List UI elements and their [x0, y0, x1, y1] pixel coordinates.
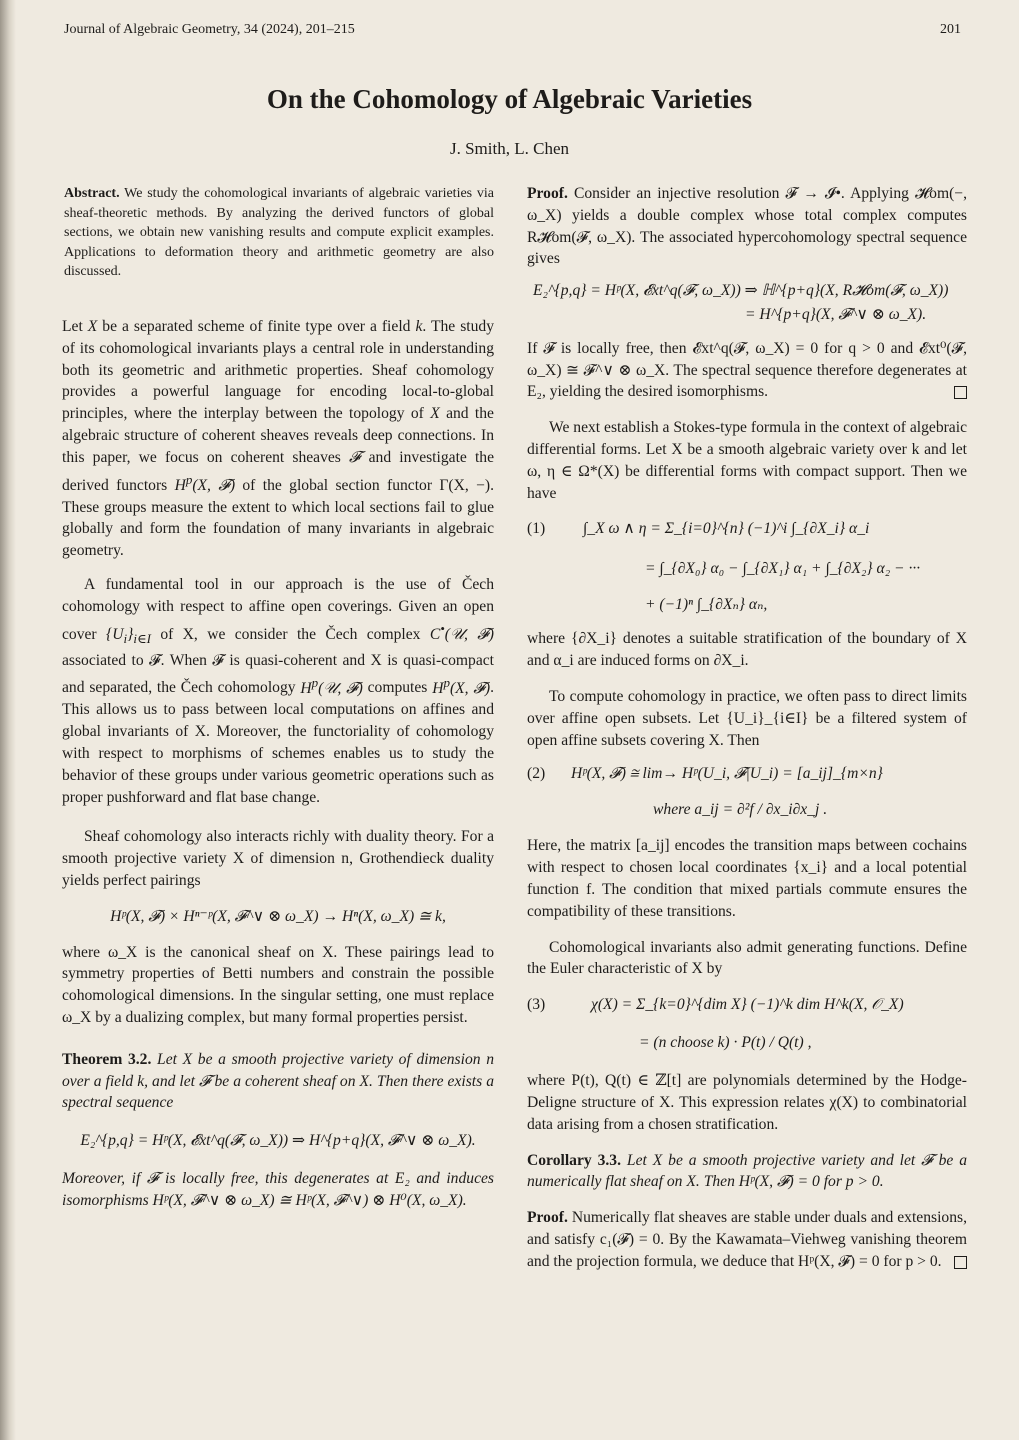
- abstract: [64, 184, 494, 282]
- intro-paragraph: Let X be a separated scheme of finite type over a field k. The study of its cohomological invariants plays a central role in understanding both its geometric and arithmetic properties. Sheaf cohomology provides a powerful language for encoding local-to-global principles, where the interplay between the topology of X and the algebraic structure of coherent sheaves reveals deep connections. In this paper, we focus on coherent sheaves 𝓕 and investigate the derived functors $H^p(X$, 𝓕) of the global section functor Γ(X, −). These groups measure the extent to which local sections fail to glue globally and form the foundation of many invariants in algebraic geometry.: [62, 318, 495, 560]
- running-header-page-number: 201: [940, 22, 961, 37]
- equation-1-number: (1): [527, 520, 546, 538]
- proof-2-text: Numerically flat sheaves are stable under duals and extensions, and satisfy c₁(𝓕) = 0. By the Kawamata–Viehweg vanishing theorem and the projection formula, we deduce that Hᵖ(X, 𝓕) = 0 for p > 0.: [527, 1209, 967, 1270]
- left-column: [62, 316, 494, 1212]
- abstract-label: Abstract.: [64, 186, 120, 201]
- proof-2-label: Proof.: [527, 1209, 568, 1227]
- page-binding-shadow: [0, 0, 16, 1440]
- theorem-3-2: [62, 1049, 494, 1114]
- equation-3-line-1: χ(X) = Σ_{k=0}^{dim X} (−1)^k dim H^k(X, 𝒪_X): [591, 996, 904, 1014]
- cech-paragraph: A fundamental tool in our approach is the use of Čech cohomology with respect to affine open coverings. Given an open cover $\{U_i\}_{i\in I}$ of X, we consider the Čech complex C•(𝒰, 𝓕) associated to 𝓕. When 𝓕 is quasi-coherent and X is quasi-compact and separated, the Čech cohomology $H^p(𝒰$, 𝓕) computes $H^p(X$, 𝓕). This allows us to pass between local computations on affines and global invariants of X. Moreover, the functoriality of cohomology with respect to morphisms of schemes enables us to study the behavior of these groups under various geometric operations such as proper pushforward and flat base change.: [62, 575, 494, 806]
- equation-3-number: (3): [527, 996, 546, 1014]
- proof-3-3: [527, 1207, 967, 1272]
- proof-label: Proof.: [527, 185, 568, 202]
- equation-2-number: (2): [527, 765, 546, 783]
- running-header-journal: Journal of Algebraic Geometry, 34 (2024), 201–215: [64, 22, 355, 37]
- equation-2-line-1: Hᵖ(X, 𝓕) ≅ lim→ Hᵖ(U_i, 𝓕|U_i) = [a_ij]_{m×n}: [571, 765, 883, 783]
- corollary-label: Corollary 3.3.: [527, 1151, 621, 1169]
- qed-square-icon: [954, 386, 967, 399]
- limits-paragraph: To compute cohomology in practice, we often pass to direct limits over affine open subsets. Let {U_i}_{i∈I} be a filtered system of open affine subsets covering X. Then: [527, 687, 967, 749]
- corollary-3-3: [527, 1150, 967, 1194]
- stratification-paragraph: where {∂X_i} denotes a suitable stratification of the boundary of X and α_i are induced forms on ∂X_i.: [527, 630, 967, 670]
- equation-1-line-2: = ∫_{∂X₀} α₀ − ∫_{∂X₁} α₁ + ∫_{∂X₂} α₂ − ···: [645, 560, 921, 578]
- spectral-sequence-line-2: = H^{p+q}(X, 𝓕^∨ ⊗ ω_X).: [745, 305, 927, 323]
- theorem-continuation: Moreover, if 𝓕 is locally free, this degenerates at E₂ and induces isomorphisms Hᵖ(X, 𝓕^∨ ⊗ ω_X) ≅ Hᵖ(X, 𝓕^∨) ⊗ H⁰(X, ω_X).: [62, 1169, 494, 1209]
- theorem-label: Theorem 3.2.: [62, 1050, 152, 1068]
- spectral-sequence-line-1: E₂^{p,q} = Hᵖ(X, 𝓔xt^q(𝓕, ω_X)) ⇒ ℍ^{p+q}(X, R𝓗om(𝓕, ω_X)): [533, 282, 949, 300]
- equation-2: [527, 763, 967, 821]
- equation-1: [527, 518, 967, 616]
- equation-2-line-2: where a_ij = ∂²f / ∂x_i∂x_j .: [653, 801, 828, 819]
- equation-1-line-3: + (−1)ⁿ ∫_{∂Xₙ} αₙ,: [645, 596, 768, 614]
- proof-3-2: [527, 183, 967, 270]
- stokes-paragraph: We next establish a Stokes-type formula in the context of algebraic differential forms. Let X be a smooth algebraic variety over k and let ω, η ∈ Ω*(X) be differential forms with compact support. Then we have: [527, 419, 967, 502]
- equation-3-line-2: = (n choose k) · P(t) / Q(t) ,: [639, 1034, 812, 1052]
- proof-continuation: If 𝓕 is locally free, then 𝓔xt^q(𝓕, ω_X) = 0 for q > 0 and 𝓔xt⁰(𝓕, ω_X) ≅ 𝓕^∨ ⊗ ω_X. The spectral sequence therefore degenerates at E₂, yielding the desired isomorphisms.: [527, 339, 967, 401]
- hodge-deligne-paragraph: where P(t), Q(t) ∈ ℤ[t] are polynomials determined by the Hodge-Deligne structure of X. This expression relates χ(X) to combinatorial data arising from a chosen stratification.: [527, 1072, 967, 1133]
- theorem-equation: E₂^{p,q} = Hᵖ(X, 𝓔xt^q(𝓕, ω_X)) ⇒ H^{p+q}(X, 𝓕^∨ ⊗ ω_X).: [80, 1132, 476, 1150]
- pairing-equation: Hᵖ(X, 𝓕) × Hⁿ⁻ᵖ(X, 𝓕^∨ ⊗ ω_X) → Hⁿ(X, ω_X) ≅ k,: [110, 907, 446, 925]
- corollary-statement: Let X be a smooth projective variety and let 𝓕 be a numerically flat sheaf on X. Then Hᵖ(X, 𝓕) = 0 for p > 0.: [527, 1151, 968, 1191]
- qed-square-icon-2: [954, 1256, 967, 1269]
- theorem-statement: Let X be a smooth projective variety of dimension n over a field k, and let 𝓕 be a coherent sheaf on X. Then there exists a spectral sequence: [62, 1050, 494, 1112]
- duality-paragraph: Sheaf cohomology also interacts richly with duality theory. For a smooth projective variety X of dimension n, Grothendieck duality yields perfect pairings: [62, 828, 494, 889]
- equation-3: [527, 994, 967, 1054]
- abstract-text: We study the cohomological invariants of algebraic varieties via sheaf-theoretic methods. By analyzing the derived functors of global sections, we obtain new vanishing results and compute explicit examples. Applications to deformation theory and arithmetic geometry are also discussed.: [64, 186, 495, 279]
- euler-paragraph: Cohomological invariants also admit generating functions. Define the Euler characteristic of X by: [527, 938, 967, 978]
- paper-authors: J. Smith, L. Chen: [449, 139, 569, 158]
- proof-text: Consider an injective resolution 𝓕 → 𝓘•. Applying 𝓗om(−, ω_X) yields a double complex whose total complex computes R𝓗om(𝓕, ω_X). The associated hypercohomology spectral sequence gives: [527, 185, 967, 268]
- right-column: [527, 183, 967, 1273]
- matrix-paragraph: Here, the matrix [a_ij] encodes the transition maps between cochains with respect to chosen local coordinates {x_i} and a local potential function f. The condition that mixed partials commute ensures the compatibility of these transitions.: [527, 837, 967, 920]
- spectral-sequence-display: [527, 280, 967, 326]
- canonical-sheaf-paragraph: where ω_X is the canonical sheaf on X. These pairings lead to symmetry properties of Betti numbers and constrain the possible cohomological dimensions. In the singular setting, one must replace ω_X by a dualizing complex, but many formal properties persist.: [62, 943, 494, 1026]
- equation-1-line-1: ∫_X ω ∧ η = Σ_{i=0}^{n} (−1)^i ∫_{∂X_i} α_i: [583, 520, 870, 538]
- paper-title: On the Cohomology of Algebraic Varieties: [266, 84, 753, 114]
